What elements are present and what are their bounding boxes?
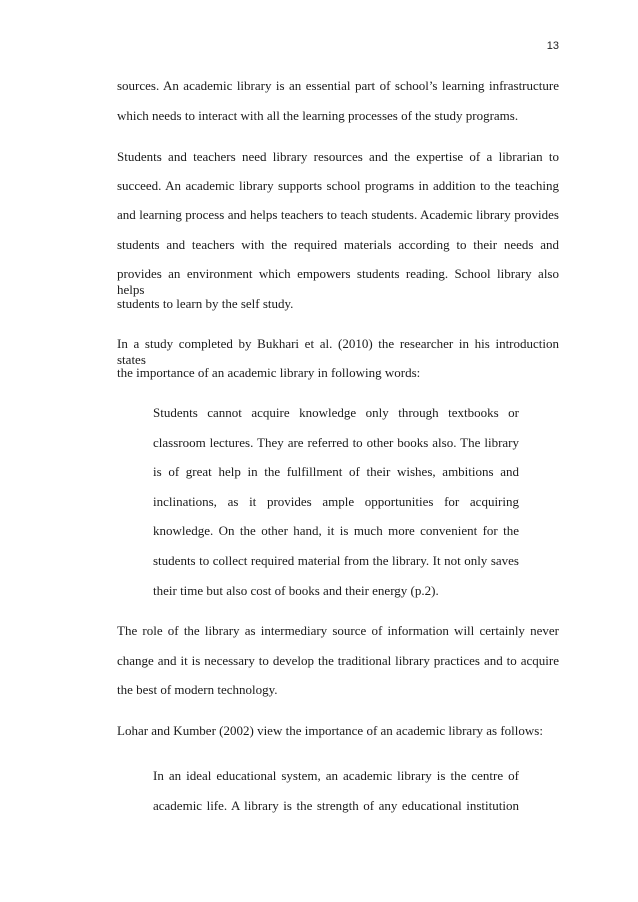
text-line: In a study completed by Bukhari et al. (2010) the researcher in his introduction states — [117, 336, 559, 367]
text-line: which needs to interact with all the learning processes of the study programs. — [117, 108, 519, 123]
text-line: succeed. An academic library supports school programs in addition to the teaching — [117, 178, 559, 193]
text-line: change and it is necessary to develop the traditional library practices and to acquire — [117, 653, 559, 668]
text-line: provides an environment which empowers students reading. School library also helps — [117, 266, 559, 297]
text-line: students to learn by the self study. — [117, 296, 294, 311]
text-line: the best of modern technology. — [117, 682, 278, 697]
text-line: students and teachers with the required materials according to their needs and — [117, 237, 559, 252]
quote-line: is of great help in the fulfillment of their wishes, ambitions and — [153, 464, 519, 479]
text-line: the importance of an academic library in following words: — [117, 365, 421, 380]
quote-line: Students cannot acquire knowledge only through textbooks or — [153, 405, 519, 420]
quote-line: students to collect required material from the library. It not only saves — [153, 553, 519, 568]
quote-line: academic life. A library is the strength of any educational institution — [153, 798, 519, 813]
quote-line: classroom lectures. They are referred to other books also. The library — [153, 435, 519, 450]
text-line: Students and teachers need library resources and the expertise of a librarian to — [117, 149, 559, 164]
quote-line: knowledge. On the other hand, it is much more convenient for the — [153, 523, 519, 538]
quote-line: In an ideal educational system, an academic library is the centre of — [153, 768, 519, 783]
page-number: 13 — [546, 40, 559, 52]
text-line: and learning process and helps teachers to teach students. Academic library provides — [117, 207, 559, 222]
text-line: Lohar and Kumber (2002) view the importance of an academic library as follows: — [117, 723, 543, 738]
text-line: The role of the library as intermediary source of information will certainly never — [117, 623, 559, 638]
text-line: sources. An academic library is an essential part of school’s learning infrastructure — [117, 78, 559, 93]
quote-line: inclinations, as it provides ample opportunities for acquiring — [153, 494, 519, 509]
quote-line: their time but also cost of books and their energy (p.2). — [153, 583, 439, 598]
